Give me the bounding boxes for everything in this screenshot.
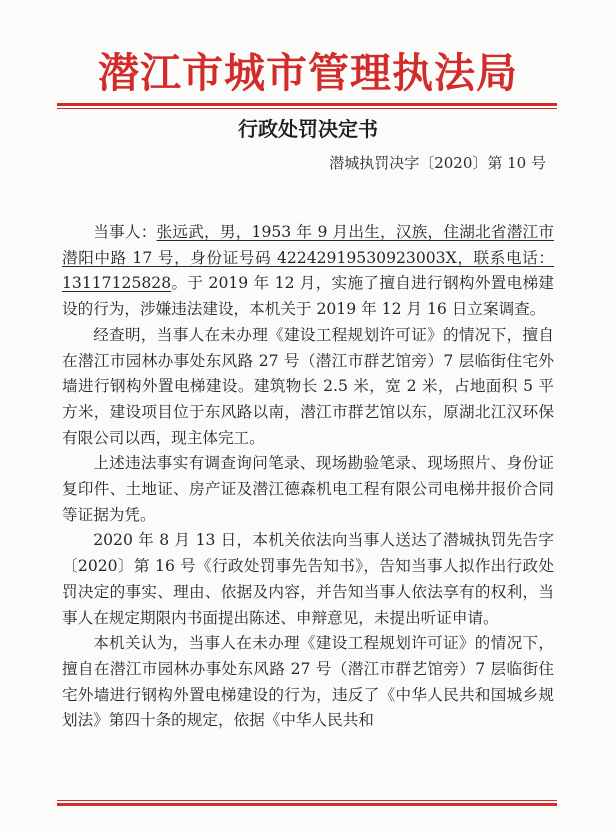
paragraph-evidence: 上述违法事实有调查询问笔录、现场勘验笔录、现场照片、身份证复印件、土地证、房产证及潜江德森机电工程有限公司电梯井报价合同等证据为凭。 [62, 454, 554, 524]
header-rule-thin [57, 108, 557, 109]
document-type-title: 行政处罚决定书 [238, 117, 378, 141]
issuing-authority-title: 潜江市城市管理执法局 [98, 49, 518, 97]
paragraph-party [62, 220, 554, 323]
document-number: 潜城执罚决字〔2020〕第 10 号 [329, 154, 546, 172]
document-body [62, 220, 554, 734]
header-rule-thick [57, 103, 557, 106]
paragraph-notification: 2020 年 8 月 13 日，本机关依法向当事人送达了潜城执罚先告字〔2020〕第 16 号《行政处罚事先告知书》，告知当事人拟作出行政处罚决定的事实、理由、依据及内容，并告知当事人依法享有的权利，当事人在规定期限内书面提出陈述、申辩意见，未提出听证申请。 [62, 531, 554, 627]
paragraph-findings: 经查明，当事人在未办理《建设工程规划许可证》的情况下，擅自在潜江市园林办事处东风路 27 号（潜江市群艺馆旁）7 层临街住宅外墙进行钢构外置电梯建设。建筑物长 2.5 米，宽 2 米，占地面积 5 平方米，建设项目位于东风路以南，潜江市群艺馆以东，原湖北江汉环保有限公司以西，现主体完工。 [62, 325, 554, 447]
footer-rule-thick [57, 803, 557, 806]
party-paragraph-rest: 。于 2019 年 12 月，实施了擅自进行钢构外置电梯建设的行为，涉嫌违法建设，本机关于 2019 年 12 月 16 日立案调查。 [62, 274, 554, 319]
party-info: 张远武，男，1953 年 9 月出生，汉族，住湖北省潜江市潜阳中路 17 号，身份证号码 42242919530923003X，联系电话：13117125828 [62, 223, 554, 293]
party-label: 当事人： [93, 223, 157, 241]
paragraph-determination: 本机关认为，当事人在未办理《建设工程规划许可证》的情况下，擅自在潜江市园林办事处东风路 27 号（潜江市群艺馆旁）7 层临街住宅外墙进行钢构外置电梯建设的行为，违反了《中华人民共和国城乡规划法》第四十条的规定，依据《中华人民共和 [62, 634, 554, 730]
footer-rule-thin [57, 800, 557, 801]
